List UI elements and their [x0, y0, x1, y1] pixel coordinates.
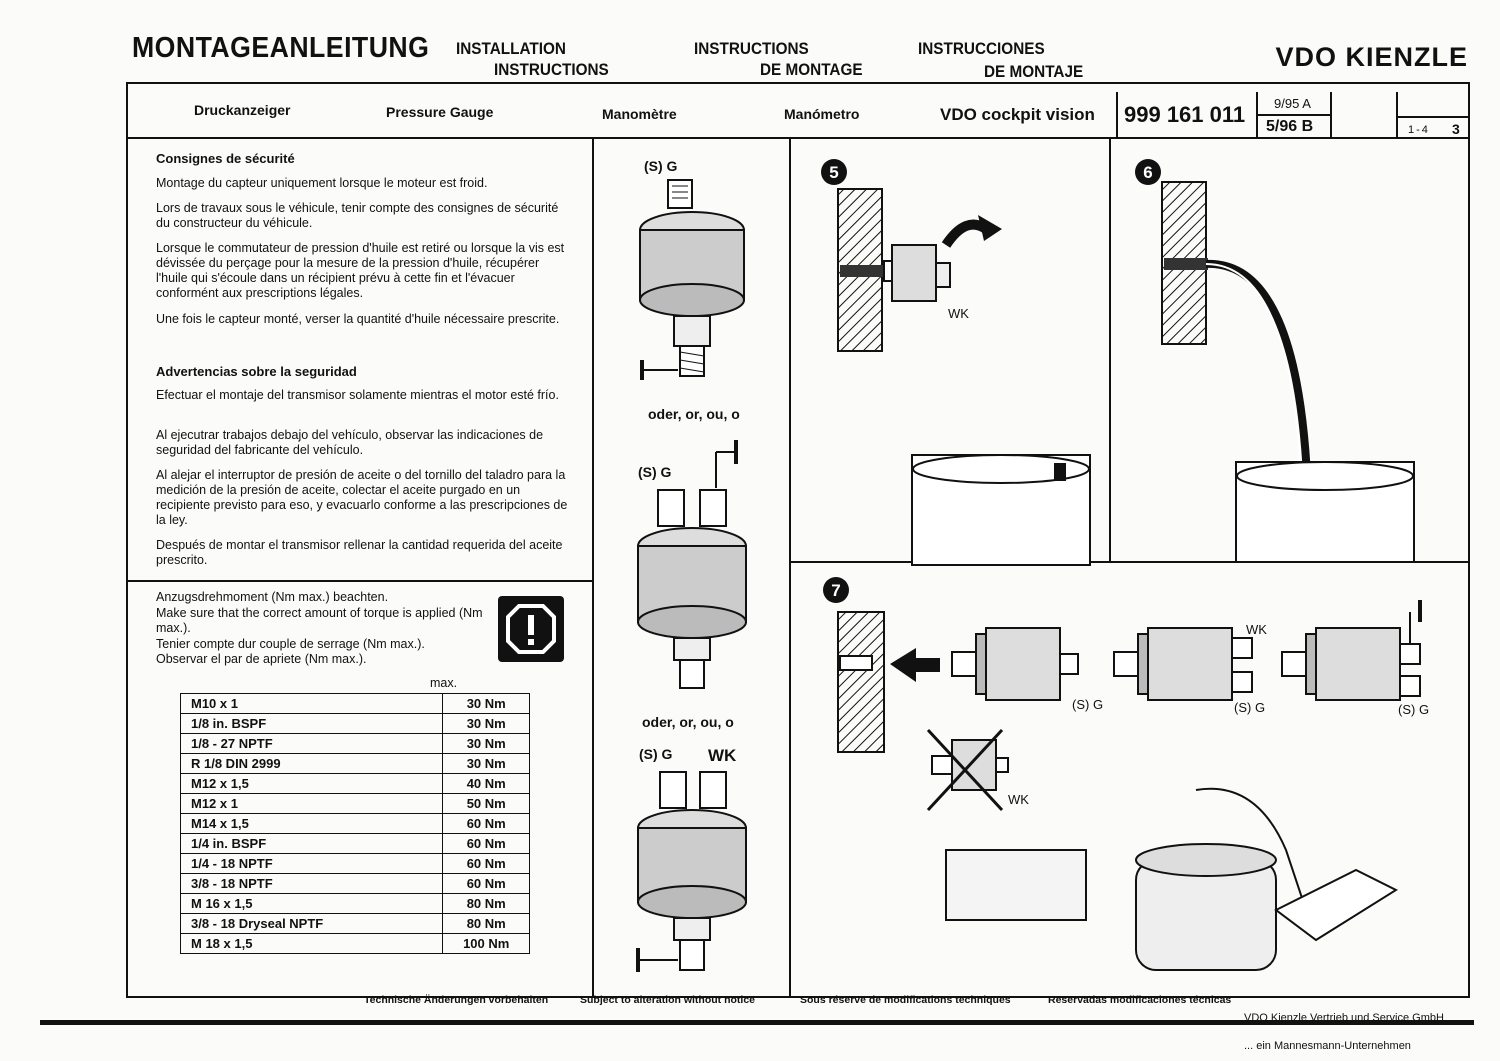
torque-thread: 1/8 - 27 NPTF	[181, 734, 443, 754]
part-number: 999 161 011	[1124, 102, 1246, 127]
torque-value: 30 Nm	[443, 734, 530, 754]
torque-thread: M14 x 1,5	[181, 814, 443, 834]
sensor-1-label: (S) G	[644, 158, 678, 174]
torque-max-header: max.	[430, 676, 458, 690]
label-de: Druckanzeiger	[194, 102, 291, 118]
torque-table	[180, 693, 530, 954]
safety-fr-p1: Montage du capteur uniquement lorsque le moteur est froid.	[156, 176, 488, 190]
date-1: 9/95 A	[1274, 96, 1311, 111]
safety-fr-p4: Une fois le capteur monté, verser la quantité d'huile nécessaire prescrite.	[156, 312, 560, 326]
step-6-badge	[1134, 158, 1162, 186]
title-bar-sep-1	[1116, 92, 1118, 138]
torque-value: 30 Nm	[443, 714, 530, 734]
safety-fr-title: Consignes de sécurité	[156, 151, 295, 166]
torque-value: 50 Nm	[443, 794, 530, 814]
torque-row	[181, 694, 530, 714]
torque-row	[181, 754, 530, 774]
title-de: MONTAGEANLEITUNG	[132, 32, 430, 64]
page-box-divider	[1396, 116, 1470, 118]
torque-thread: M12 x 1,5	[181, 774, 443, 794]
footer-company: VDO Kienzle Vertrieb und Service GmbH	[1244, 1012, 1444, 1024]
torque-thread: M10 x 1	[181, 694, 443, 714]
step-7-wk-1: WK	[1246, 622, 1267, 637]
label-es: Manómetro	[784, 106, 860, 122]
torque-row	[181, 874, 530, 894]
torque-value: 100 Nm	[443, 934, 530, 954]
title-en-1: INSTALLATION	[456, 39, 566, 58]
torque-thread: M 18 x 1,5	[181, 934, 443, 954]
label-en: Pressure Gauge	[386, 104, 494, 120]
torque-row	[181, 774, 530, 794]
svg-text:7: 7	[831, 581, 841, 600]
sensor-single-terminal	[632, 180, 762, 390]
product-name: VDO cockpit vision	[940, 105, 1095, 124]
title-es-1: INSTRUCCIONES	[918, 39, 1045, 58]
sensor-3-wk: WK	[708, 746, 737, 765]
torque-note-es: Observar el par de apriete (Nm max.).	[156, 652, 367, 666]
title-fr-1: INSTRUCTIONS	[694, 39, 809, 58]
safety-es-p3: Al alejar el interruptor de presión de aceite o del tornillo del taladro para la medición de la presión de aceite, colectar el aceite purgado en un recipiente previsto para eso, y evacuarlo conforme a las prescripciones de la ley.	[156, 468, 568, 527]
step-7-wk-2: WK	[1008, 792, 1029, 807]
torque-thread: 1/8 in. BSPF	[181, 714, 443, 734]
date-2: 5/96 B	[1266, 118, 1314, 135]
oder-2: oder, or, ou, o	[642, 714, 734, 730]
torque-value: 60 Nm	[443, 874, 530, 894]
torque-thread: R 1/8 DIN 2999	[181, 754, 443, 774]
label-fr: Manomètre	[602, 106, 677, 122]
sensor-3-label: (S) G	[639, 746, 673, 762]
oder-1: oder, or, ou, o	[648, 406, 740, 422]
column-divider-3	[1109, 137, 1111, 561]
step-5-wk: WK	[948, 306, 969, 321]
svg-text:6: 6	[1143, 163, 1153, 182]
torque-thread: 1/4 in. BSPF	[181, 834, 443, 854]
sensor-warning-contact	[632, 772, 772, 982]
torque-thread: M12 x 1	[181, 794, 443, 814]
footer-en: Subject to alteration without notice	[580, 994, 756, 1006]
torque-note-fr: Tenier compte dur couple de serrage (Nm max.).	[156, 637, 425, 651]
step-7-badge	[822, 576, 850, 604]
torque-thread: 3/8 - 18 Dryseal NPTF	[181, 914, 443, 934]
title-bar-sep-3	[1330, 92, 1332, 138]
page-number: 3	[1452, 121, 1460, 137]
torque-row	[181, 914, 530, 934]
sensor-2-label: (S) G	[638, 464, 672, 480]
torque-value: 80 Nm	[443, 914, 530, 934]
step-5-illustration	[836, 185, 1106, 555]
safety-fr-p2: Lors de travaux sous le véhicule, tenir compte des consignes de sécurité du constructeur du véhicule.	[156, 201, 559, 230]
step-6-illustration	[1160, 180, 1460, 560]
brand-logo: VDO KIENZLE	[1275, 42, 1468, 72]
warning-icon	[498, 596, 564, 662]
title-fr-2: DE MONTAGE	[760, 60, 863, 79]
step-5-badge	[820, 158, 848, 186]
safety-es-p1: Efectuar el montaje del transmisor solamente mientras el motor esté frío.	[156, 388, 559, 402]
footer-fr: Sous réserve de modifications techniques	[800, 994, 1011, 1006]
torque-note-de: Anzugsdrehmoment (Nm max.) beachten.	[156, 590, 389, 604]
torque-value: 60 Nm	[443, 854, 530, 874]
safety-es-title: Advertencias sobre la seguridad	[156, 364, 357, 379]
torque-row	[181, 734, 530, 754]
torque-row	[181, 714, 530, 734]
torque-value: 80 Nm	[443, 894, 530, 914]
pages-range: 1-4	[1408, 124, 1430, 136]
torque-thread: 1/4 - 18 NPTF	[181, 854, 443, 874]
step-7-illustration	[836, 610, 1466, 990]
torque-divider	[126, 580, 593, 582]
title-en-2: INSTRUCTIONS	[494, 60, 609, 79]
torque-value: 60 Nm	[443, 834, 530, 854]
title-bar-sep-4	[1396, 92, 1398, 138]
footer-group: ... ein Mannesmann-Unternehmen	[1244, 1040, 1411, 1052]
torque-value: 30 Nm	[443, 754, 530, 774]
torque-row	[181, 814, 530, 834]
torque-value: 30 Nm	[443, 694, 530, 714]
safety-es-p4: Después de montar el transmisor rellenar la cantidad requerida del aceite prescrito.	[156, 538, 563, 567]
safety-fr-p3: Lorsque le commutateur de pression d'huile est retiré ou lorsque la vis est dévissée du perçage pour la mesure de la pression d'huile, récupérer l'huile qui s'écoule dans un récipient prévu à cette fin et l'évacuer conformént aux prescriptions légales.	[156, 241, 565, 300]
title-bar-divider	[126, 137, 1470, 139]
torque-row	[181, 794, 530, 814]
torque-row	[181, 834, 530, 854]
date-divider	[1256, 114, 1330, 116]
safety-es-p2: Al ejecutrar trabajos debajo del vehículo, observar las indicaciones de seguridad del fabricante del vehículo.	[156, 428, 544, 457]
svg-text:5: 5	[829, 163, 839, 182]
column-divider-2	[789, 137, 791, 997]
torque-row	[181, 934, 530, 954]
torque-row	[181, 894, 530, 914]
torque-note-en: Make sure that the correct amount of torque is applied (Nm max.).	[156, 606, 483, 635]
title-es-2: DE MONTAJE	[984, 62, 1084, 81]
footer-de: Technische Änderungen vorbehalten	[364, 994, 549, 1006]
step-7-sg-2: (S) G	[1234, 700, 1266, 715]
torque-value: 40 Nm	[443, 774, 530, 794]
torque-value: 60 Nm	[443, 814, 530, 834]
step-7-sg-1: (S) G	[1072, 697, 1104, 712]
column-divider-1	[592, 137, 594, 997]
footer-es: Reservadas modificaciones técnicas	[1048, 994, 1232, 1006]
sensor-double-terminal	[630, 438, 770, 694]
torque-thread: 3/8 - 18 NPTF	[181, 874, 443, 894]
step-7-sg-3: (S) G	[1398, 702, 1430, 717]
torque-thread: M 16 x 1,5	[181, 894, 443, 914]
torque-row	[181, 854, 530, 874]
